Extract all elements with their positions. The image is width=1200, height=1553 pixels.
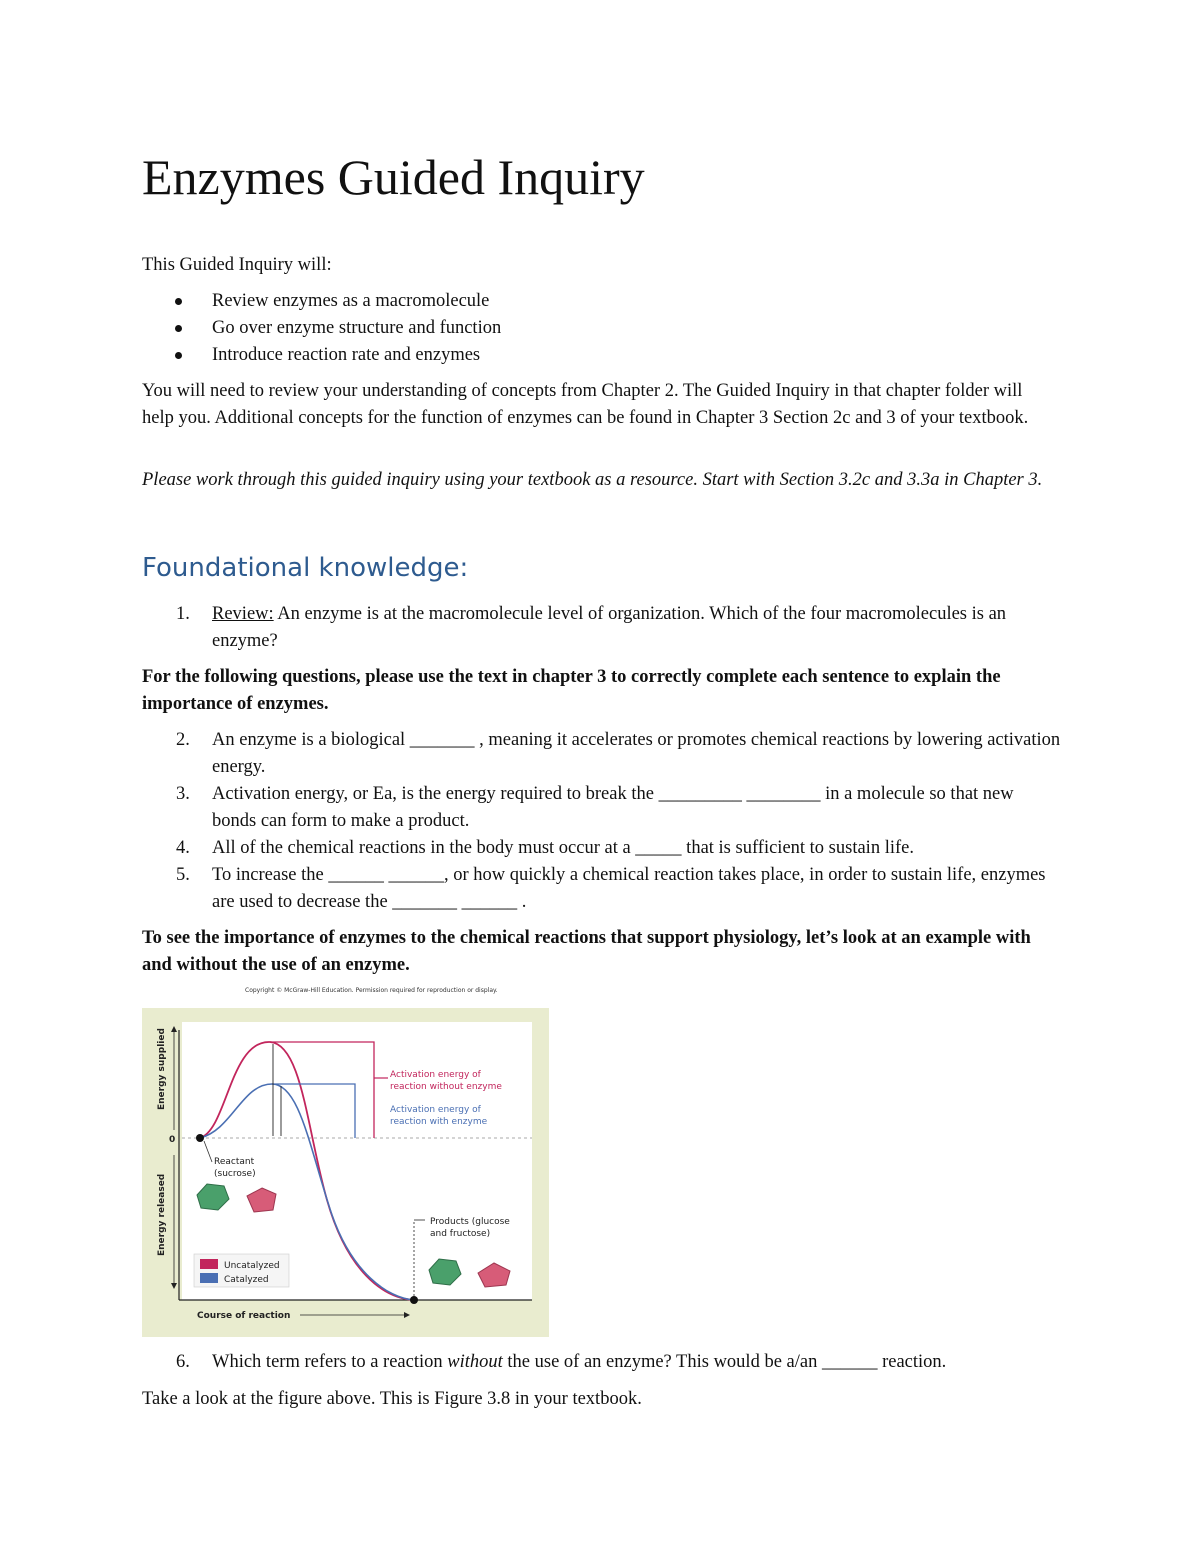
objectives-list — [142, 288, 501, 369]
legend-swatch-catalyzed — [200, 1273, 218, 1283]
catalyzed-label-text: Activation energy of — [390, 1105, 481, 1115]
question-number: 5. — [176, 865, 190, 885]
y-axis-label-bottom: Energy released — [157, 1173, 167, 1256]
figure-reference: Take a look at the figure above. This is Figure 3.8 in your textbook. — [142, 1389, 642, 1409]
question-text-pre: Which term refers to a reaction — [212, 1352, 448, 1372]
uncatalyzed-label-text: Activation energy of — [390, 1070, 481, 1080]
list-item: Review enzymes as a macromolecule — [142, 288, 501, 315]
reactant-point — [196, 1134, 204, 1142]
question-number: 2. — [176, 730, 190, 750]
question-text — [212, 1349, 1062, 1376]
question-text-post: the use of an enzyme? This would be a/an ______ reaction. — [502, 1352, 947, 1372]
figure-copyright: Copyright © McGraw-Hill Education. Permission required for reproduction or display. — [245, 987, 498, 994]
legend-swatch-uncatalyzed — [200, 1259, 218, 1269]
question-number: 4. — [176, 838, 190, 858]
review-label: Review: — [212, 604, 274, 624]
list-item: Go over enzyme structure and function — [142, 315, 501, 342]
product-point — [410, 1296, 418, 1304]
instructions-bold-2: To see the importance of enzymes to the chemical reactions that support physiology, let’s look at an example with and without the use of an enzyme. — [142, 928, 1031, 975]
question-text: To increase the ______ ______, or how quickly a chemical reaction takes place, in order to sustain life, enzymes are used to decrease the _______ ______ . — [212, 865, 1046, 912]
products-label: Products (glucose and fructose) — [430, 1217, 510, 1239]
y-axis-label-top: Energy supplied — [157, 1028, 167, 1110]
question-text: Activation energy, or Ea, is the energy required to break the _________ ________ in a molecule so that new bonds can form to make a product. — [212, 784, 1014, 831]
activation-energy-figure — [142, 980, 549, 1337]
question-body: An enzyme is at the macromolecule level of organization. Which of the four macromolecules is an enzyme? — [212, 604, 1007, 651]
textbook-instructions: Please work through this guided inquiry using your textbook as a resource. Start with Section 3.2c and 3.3a in Chapter 3. — [142, 470, 1043, 490]
catalyzed-label-text-line2: reaction with enzyme — [390, 1117, 488, 1127]
question-number: 6. — [176, 1352, 190, 1372]
question-text: All of the chemical reactions in the body must occur at a _____ that is sufficient to sustain life. — [212, 838, 914, 858]
intro-text: This Guided Inquiry will: — [142, 255, 332, 275]
zero-label: 0 — [169, 1135, 176, 1145]
list-item: Introduce reaction rate and enzymes — [142, 342, 501, 369]
section-heading: Foundational knowledge: — [142, 553, 469, 583]
question-emphasis: without — [447, 1352, 503, 1372]
uncatalyzed-label-text-line2: reaction without enzyme — [390, 1082, 502, 1092]
page-title: Enzymes Guided Inquiry — [142, 149, 645, 205]
chapter-review-paragraph: You will need to review your understanding of concepts from Chapter 2. The Guided Inquiry in that chapter folder will help you. Additional concepts for the function of enzymes can be found in Chapter 3 Section 2c and 3 of your textbook. — [142, 381, 1029, 428]
reactant-label: Reactant (sucrose) — [214, 1157, 256, 1179]
question-number: 3. — [176, 784, 190, 804]
question-text — [212, 601, 1062, 655]
legend-catalyzed: Catalyzed — [224, 1275, 269, 1285]
question-number: 1. — [176, 604, 190, 624]
x-axis-label: Course of reaction — [197, 1311, 291, 1321]
instructions-bold: For the following questions, please use the text in chapter 3 to correctly complete each sentence to explain the importance of enzymes. — [142, 667, 1001, 714]
legend-uncatalyzed: Uncatalyzed — [224, 1261, 280, 1271]
question-text: An enzyme is a biological _______ , meaning it accelerates or promotes chemical reactions by lowering activation energy. — [212, 730, 1061, 777]
